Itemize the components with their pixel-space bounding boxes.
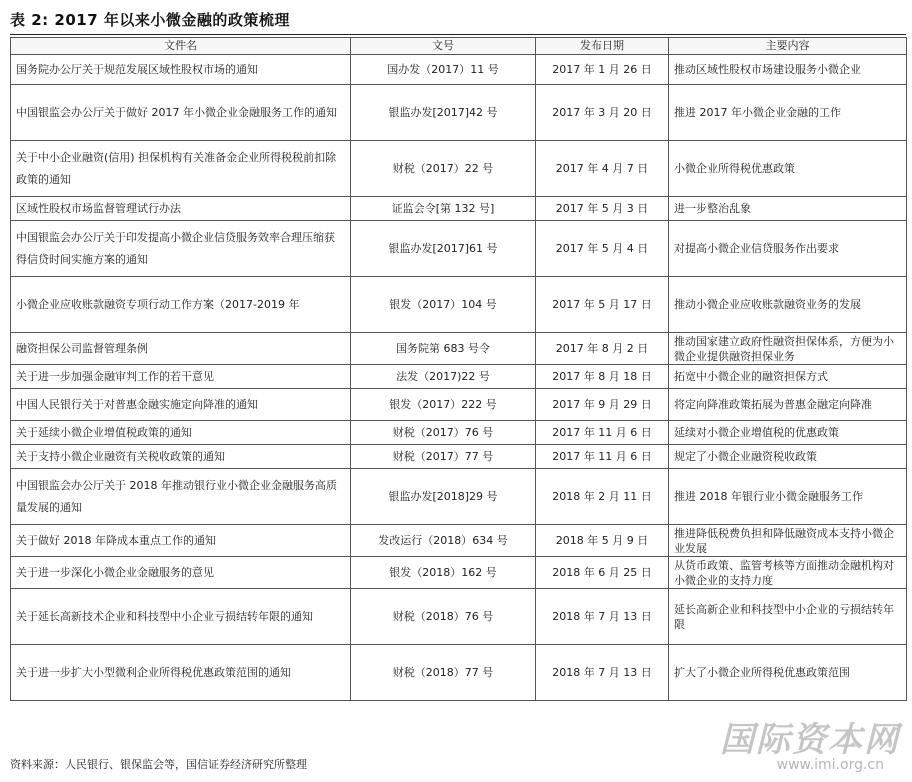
cell-date: 2017 年 5 月 3 日 — [536, 197, 669, 221]
cell-no: 财税（2017）22 号 — [351, 141, 536, 197]
cell-no: 银监办发[2017]61 号 — [351, 221, 536, 277]
header-name: 文件名 — [11, 38, 351, 55]
table-row — [11, 557, 907, 589]
cell-content: 对提高小微企业信贷服务作出要求 — [669, 221, 907, 277]
table-row — [11, 365, 907, 389]
cell-name: 国务院办公厅关于规范发展区域性股权市场的通知 — [11, 55, 351, 85]
table-row — [11, 445, 907, 469]
table-row — [11, 333, 907, 365]
source-note: 资料来源：人民银行、银保监会等，国信证券经济研究所整理 — [10, 758, 307, 771]
cell-no: 银发（2017）222 号 — [351, 389, 536, 421]
cell-name: 区域性股权市场监督管理试行办法 — [11, 197, 351, 221]
cell-name: 中国银监会办公厅关于印发提高小微企业信贷服务效率合理压缩获得信贷时间实施方案的通知 — [11, 221, 351, 277]
watermark-logo: 国际资本网 — [720, 720, 900, 760]
cell-no: 银发（2017）104 号 — [351, 277, 536, 333]
cell-name: 关于做好 2018 年降成本重点工作的通知 — [11, 525, 351, 557]
cell-content: 推进 2017 年小微企业金融的工作 — [669, 85, 907, 141]
cell-name: 关于进一步加强金融审判工作的若干意见 — [11, 365, 351, 389]
cell-no: 财税（2017）77 号 — [351, 445, 536, 469]
table-row — [11, 55, 907, 85]
title-divider — [10, 34, 906, 35]
table-row — [11, 469, 907, 525]
cell-content: 规定了小微企业融资税收政策 — [669, 445, 907, 469]
cell-content: 推动区域性股权市场建设服务小微企业 — [669, 55, 907, 85]
cell-no: 法发（2017)22 号 — [351, 365, 536, 389]
cell-name: 中国银监会办公厅关于 2018 年推动银行业小微企业金融服务高质量发展的通知 — [11, 469, 351, 525]
cell-content: 拓宽中小微企业的融资担保方式 — [669, 365, 907, 389]
cell-date: 2018 年 7 月 13 日 — [536, 645, 669, 701]
cell-name: 关于进一步扩大小型微利企业所得税优惠政策范围的通知 — [11, 645, 351, 701]
cell-name: 中国银监会办公厅关于做好 2017 年小微企业金融服务工作的通知 — [11, 85, 351, 141]
cell-no: 证监会令[第 132 号] — [351, 197, 536, 221]
table-row — [11, 221, 907, 277]
cell-date: 2017 年 9 月 29 日 — [536, 389, 669, 421]
cell-date: 2017 年 5 月 17 日 — [536, 277, 669, 333]
cell-no: 银监办发[2018]29 号 — [351, 469, 536, 525]
table-row — [11, 277, 907, 333]
cell-date: 2017 年 11 月 6 日 — [536, 421, 669, 445]
cell-content: 进一步整治乱象 — [669, 197, 907, 221]
cell-date: 2017 年 3 月 20 日 — [536, 85, 669, 141]
header-date: 发布日期 — [536, 38, 669, 55]
cell-name: 关于中小企业融资(信用) 担保机构有关准备金企业所得税税前扣除政策的通知 — [11, 141, 351, 197]
cell-name: 小微企业应收账款融资专项行动工作方案（2017-2019 年 — [11, 277, 351, 333]
table-row — [11, 141, 907, 197]
cell-name: 关于延续小微企业增值税政策的通知 — [11, 421, 351, 445]
table-row — [11, 525, 907, 557]
header-no: 文号 — [351, 38, 536, 55]
cell-no: 银监办发[2017]42 号 — [351, 85, 536, 141]
watermark-url: www.imi.org.cn — [776, 757, 884, 773]
table-row — [11, 389, 907, 421]
cell-no: 财税（2018）76 号 — [351, 589, 536, 645]
cell-date: 2017 年 11 月 6 日 — [536, 445, 669, 469]
policy-table — [10, 37, 907, 701]
cell-content: 推动国家建立政府性融资担保体系，方便为小微企业提供融资担保业务 — [669, 333, 907, 365]
cell-no: 财税（2018）77 号 — [351, 645, 536, 701]
cell-no: 发改运行（2018）634 号 — [351, 525, 536, 557]
cell-content: 推进 2018 年银行业小微金融服务工作 — [669, 469, 907, 525]
cell-content: 推动小微企业应收账款融资业务的发展 — [669, 277, 907, 333]
table-row — [11, 421, 907, 445]
cell-content: 从货币政策、监管考核等方面推动金融机构对小微企业的支持力度 — [669, 557, 907, 589]
header-content: 主要内容 — [669, 38, 907, 55]
table-row — [11, 197, 907, 221]
cell-name: 关于支持小微企业融资有关税收政策的通知 — [11, 445, 351, 469]
cell-date: 2017 年 5 月 4 日 — [536, 221, 669, 277]
cell-no: 银发（2018）162 号 — [351, 557, 536, 589]
cell-no: 国务院第 683 号令 — [351, 333, 536, 365]
cell-name: 中国人民银行关于对普惠金融实施定向降准的通知 — [11, 389, 351, 421]
cell-name: 关于进一步深化小微企业金融服务的意见 — [11, 557, 351, 589]
table-title: 表 2: 2017 年以来小微金融的政策梳理 — [10, 11, 290, 29]
cell-name: 融资担保公司监督管理条例 — [11, 333, 351, 365]
cell-no: 国办发（2017）11 号 — [351, 55, 536, 85]
table-row — [11, 85, 907, 141]
table-row — [11, 645, 907, 701]
cell-date: 2018 年 5 月 9 日 — [536, 525, 669, 557]
cell-date: 2018 年 7 月 13 日 — [536, 589, 669, 645]
cell-content: 延长高新企业和科技型中小企业的亏损结转年限 — [669, 589, 907, 645]
cell-content: 扩大了小微企业所得税优惠政策范围 — [669, 645, 907, 701]
cell-name: 关于延长高新技术企业和科技型中小企业亏损结转年限的通知 — [11, 589, 351, 645]
table-row — [11, 589, 907, 645]
cell-date: 2017 年 4 月 7 日 — [536, 141, 669, 197]
cell-date: 2017 年 1 月 26 日 — [536, 55, 669, 85]
cell-content: 将定向降准政策拓展为普惠金融定向降准 — [669, 389, 907, 421]
cell-no: 财税（2017）76 号 — [351, 421, 536, 445]
cell-date: 2017 年 8 月 18 日 — [536, 365, 669, 389]
cell-date: 2017 年 8 月 2 日 — [536, 333, 669, 365]
cell-content: 推进降低税费负担和降低融资成本支持小微企业发展 — [669, 525, 907, 557]
cell-content: 延续对小微企业增值税的优惠政策 — [669, 421, 907, 445]
cell-date: 2018 年 6 月 25 日 — [536, 557, 669, 589]
cell-date: 2018 年 2 月 11 日 — [536, 469, 669, 525]
table-header-row — [11, 38, 907, 55]
cell-content: 小微企业所得税优惠政策 — [669, 141, 907, 197]
